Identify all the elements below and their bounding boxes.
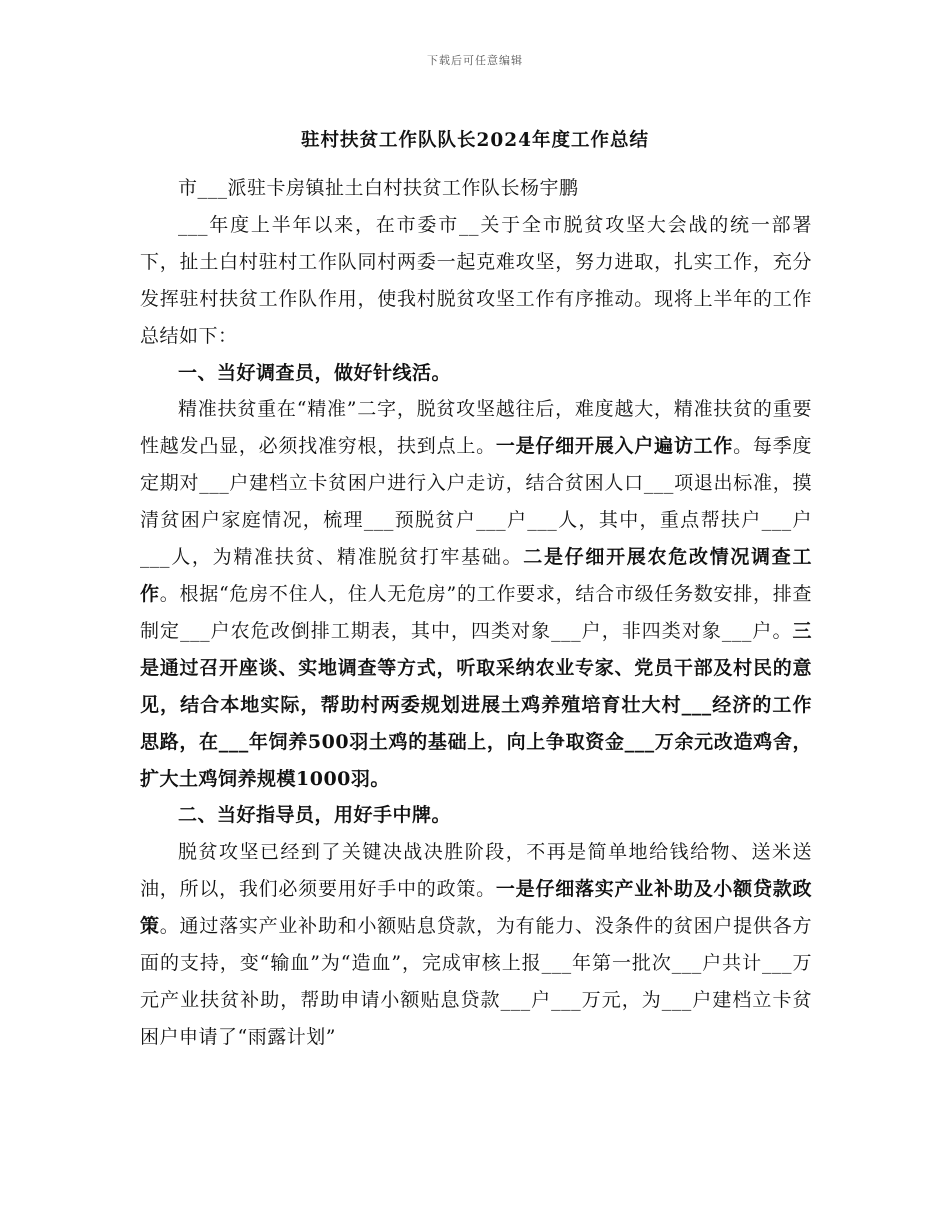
section-1-bold-point-3: 三是通过召开座谈、实地调查等方式，听取采纳农业专家、党员干部及村民的意见，结合本地实际，帮助村两委规划进展土鸡养殖培育壮大村___经济的工作思路，在___年饲养500羽土鸡的基础上，向上争取资金___万余元改造鸡舍，扩大土鸡饲养规模1000羽。 [140, 619, 812, 790]
section-1-text-e: 。根据“危房不住人，住人无危房”的工作要求，结合市级任务数安排，排查制定___户农危改倒排工期表，其中，四类对象___户，非四类对象___户。 [140, 582, 812, 642]
section-2-text-c: 。通过落实产业补助和小额贴息贷款，为有能力、没条件的贫困户提供各方面的支持，变“输血”为“造血”，完成审核上报___年第一批次___户共计___万元产业扶贫补助，帮助申请小额贴息贷款___户___万元，为___户建档立卡贫困户申请了“雨露计划” [140, 915, 812, 1048]
section-1-bold-point-2: 二是仔细开展农危改情况调查工作 [140, 546, 812, 605]
header-note: 下载后可任意编辑 [427, 54, 523, 67]
section-2-paragraph [140, 834, 812, 1055]
section-2-text-a: 脱贫攻坚已经到了关键决战决胜阶段，不再是简单地给钱给物、送米送油，所以，我们必须要用好手中的政策。 [140, 841, 812, 901]
document-title: 驻村扶贫工作队队长2024年度工作总结 [301, 130, 649, 151]
section-1-text-a: 精准扶贫重在“精准”二字，脱贫攻坚越往后，难度越大，精准扶贫的重要性越发凸显，必须找准穷根，扶到点上。 [140, 398, 812, 458]
section-1-heading: 一、当好调查员，做好针线活。 [178, 361, 452, 384]
section-1-text-c: 。每季度定期对___户建档立卡贫困户进行入户走访，结合贫困人口___项退出标准，摸清贫困户家庭情况，梳理___预脱贫户___户___人，其中，重点帮扶户___户___人，为精准扶贫、精准脱贫打牢基础。 [140, 435, 812, 569]
author-line: 市___派驻卡房镇扯土白村扶贫工作队长杨宇鹏 [178, 177, 579, 199]
section-1-paragraph [140, 391, 812, 797]
intro-paragraph: ___年度上半年以来，在市委市__关于全市脱贫攻坚大会战的统一部署下，扯土白村驻村工作队同村两委一起克难攻坚，努力进取，扎实工作，充分发挥驻村扶贫工作队作用，使我村脱贫攻坚工作有序推动。现将上半年的工作总结如下： [140, 213, 812, 347]
section-2-bold-point-1: 一是仔细落实产业补助及小额贷款政策 [140, 878, 812, 938]
document-body [140, 170, 812, 1056]
section-1-bold-point-1: 一是仔细开展入户遍访工作 [495, 435, 734, 458]
section-2-heading: 二、当好指导员，用好手中牌。 [178, 804, 452, 827]
